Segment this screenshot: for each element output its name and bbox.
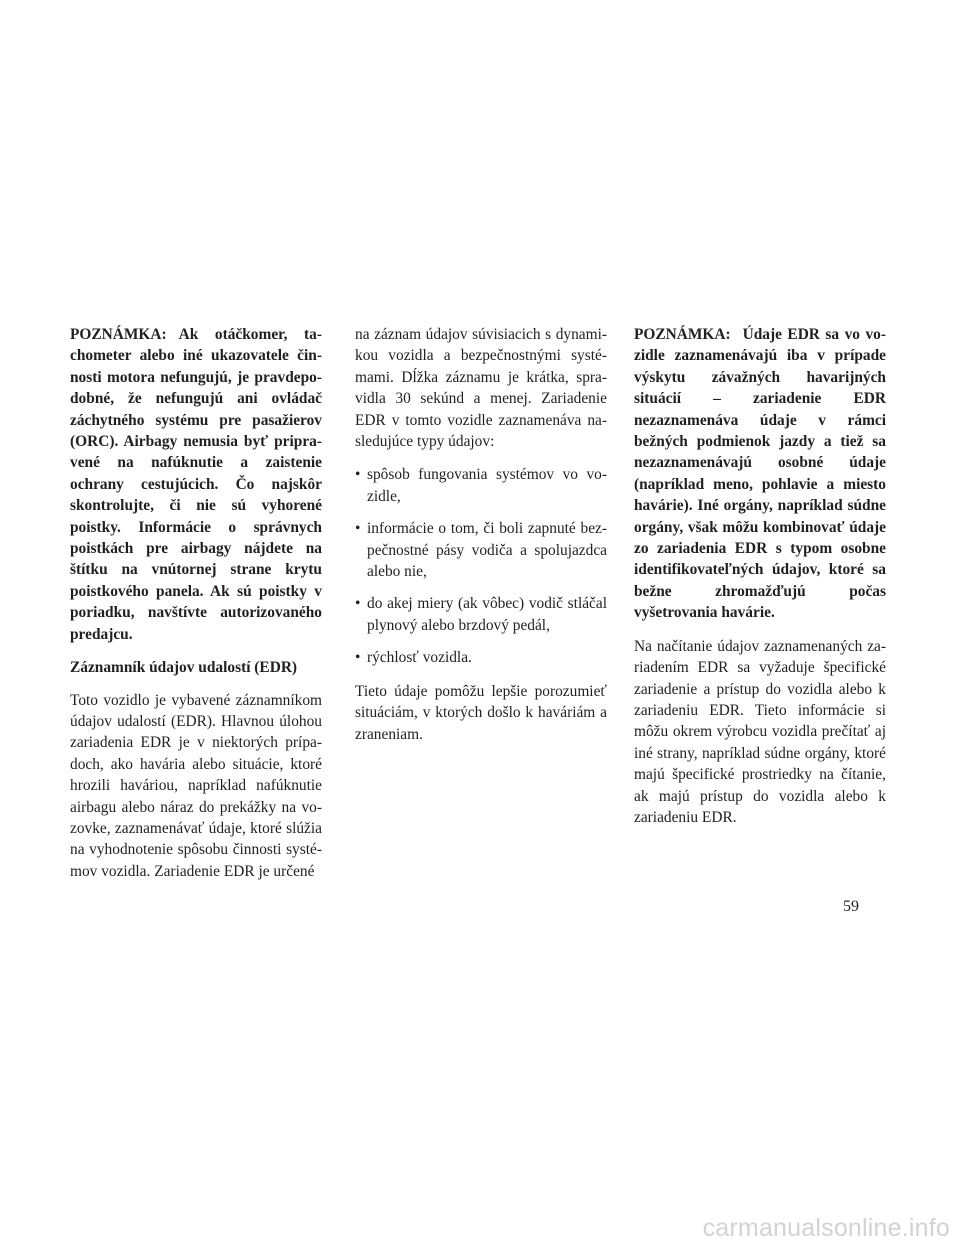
list-item: [355, 593, 607, 636]
note-edr-privacy: [634, 324, 886, 624]
bullet-icon: •: [355, 520, 361, 538]
text-column-right: [634, 324, 886, 840]
list-item: [355, 647, 607, 668]
paragraph-edr-access: Na načítanie údajov zaznamenaných zariadením EDR sa vyžaduje špecifické zariadenie a prístup do vozidla alebo k zariadeniu EDR. Tieto informácie si môžu okrem výrobcu vozidla prečítať aj iné strany, napríklad súdne orgány, ktoré majú špecifické prostriedky na čítanie, ak majú prístup do vozidla alebo k zariadeniu EDR.: [634, 637, 886, 826]
paragraph-edr-purpose: Tieto údaje pomôžu lepšie porozumieť situáciám, v ktorých došlo k haváriám a zraneniam.: [355, 682, 607, 743]
note-text: Údaje EDR sa vo vozidle zaznamenávajú iba v prípade výskytu závažných havarijných situácií – zariadenie EDR nezaznamenáva údaje v rámci bežných podmienok jazdy a tiež sa nezaznamenávajú osobné údaje (napríklad meno, pohlavie a miesto havárie). Iné orgány, napríklad súdne orgány, však môžu kombinovať údaje zo zariadenia EDR s typom osobne identifikovateľných údajov, ktoré sa bežne zhromažďujú počas vyšetrovania havárie.: [634, 326, 886, 622]
note-text: Ak otáčkomer, tachometer alebo iné ukazovatele činnosti motora nefungujú, je pravdepodobné, že nefungujú ani ovládač záchytného systému pre pasažierov (ORC). Airbagy nemusia byť pripravené na nafúknutie a zaistenie ochrany cestujúcich. Čo najskôr skontrolujte, či nie sú vyhorené poistky. Informácie o správnych poistkách pre airbagy nájdete na štítku na vnútornej strane krytu poistkového panela. Ak sú poistky v poriadku, navštívte autorizovaného predajcu.: [70, 326, 322, 643]
paragraph-edr-data: na záznam údajov súvisiacich s dynamikou vozidla a bezpečnostnými systémami. Dĺžka záznamu je krátka, spravidla 30 sekúnd a menej. Zariadenie EDR v tomto vozidle zaznamenáva nasledujúce typy údajov:: [355, 326, 607, 451]
note-label: POZNÁMKA:: [70, 326, 167, 343]
section-heading-edr: Záznamník údajov udalostí (EDR): [70, 659, 298, 677]
list-item: [355, 518, 607, 582]
bullet-icon: •: [355, 466, 361, 484]
text-column-left: [70, 324, 322, 894]
page-number: 59: [843, 898, 859, 915]
watermark: carmanualsonline.info: [702, 1214, 950, 1242]
list-item-text: do akej miery (ak vôbec) vodič stláčal plynový alebo brzdový pedál,: [367, 595, 607, 634]
note-airbag-warning: [70, 324, 322, 645]
list-item-text: informácie o tom, či boli zapnuté bezpečnostné pásy vodiča a spolujazdca alebo nie,: [367, 520, 607, 581]
bullet-icon: •: [355, 649, 361, 667]
bullet-list-edr-data-types: [355, 464, 607, 668]
text-column-middle: [355, 324, 607, 757]
list-item-text: rýchlosť vozidla.: [367, 649, 472, 667]
note-label: POZNÁMKA:: [634, 326, 731, 343]
bullet-icon: •: [355, 595, 361, 613]
list-item-text: spôsob fungovania systémov vo vozidle,: [367, 466, 607, 505]
list-item: [355, 464, 607, 507]
paragraph-edr-intro: Toto vozidlo je vybavené záznamníkom údajov udalostí (EDR). Hlavnou úlohou zariadenia EDR je v niektorých prípadoch, ako havária alebo situácie, ktoré hrozili haváriou, napríklad nafúknutie airbagu alebo náraz do prekážky na vozovke, zaznamenávať údaje, ktoré slúžia na vyhodnotenie spôsobu činnosti systémov vozidla. Zariadenie EDR je určené: [70, 691, 322, 880]
